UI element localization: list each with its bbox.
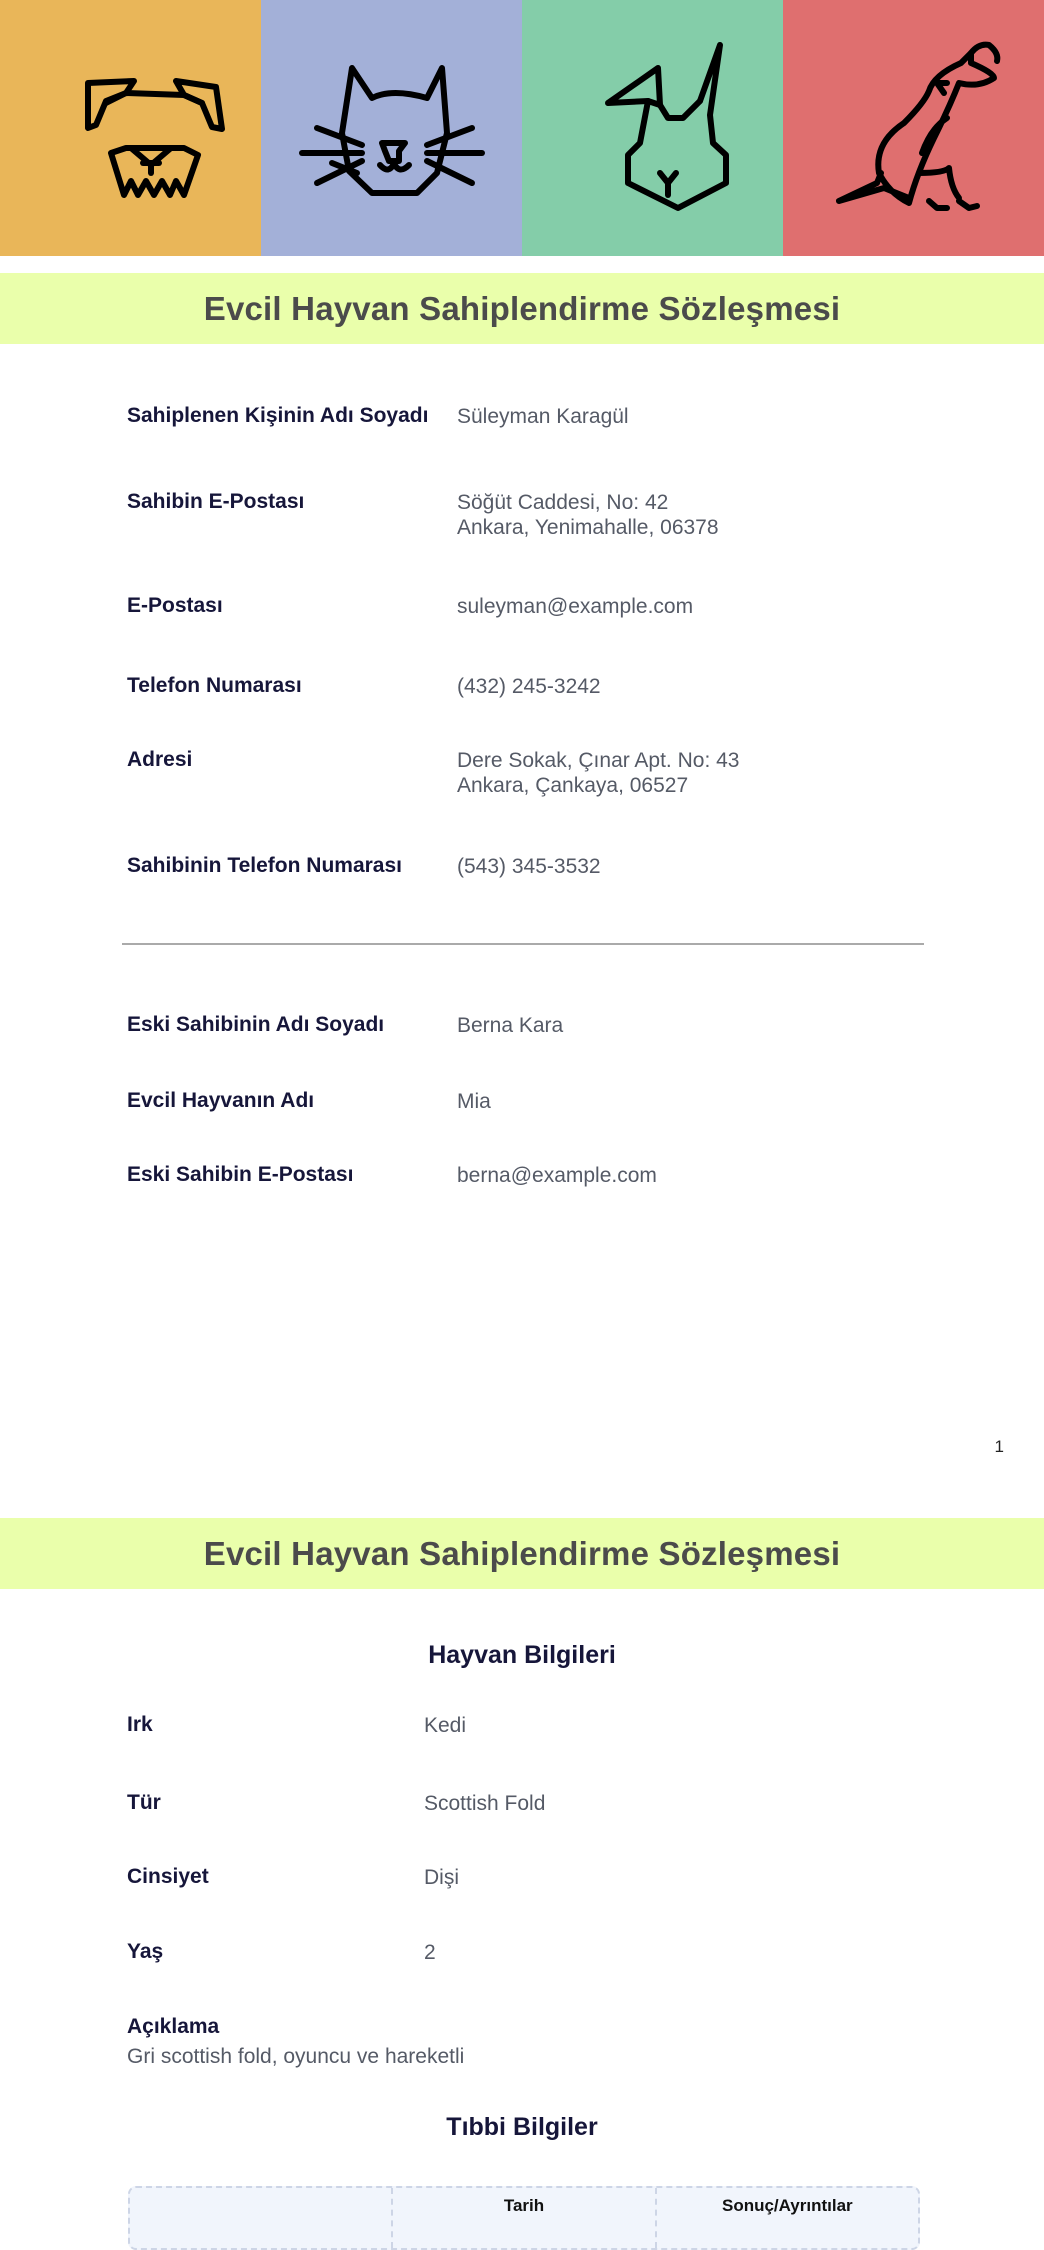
section-divider [122, 943, 924, 945]
page2-title-bar [0, 1518, 1044, 1589]
field-value: (432) 245-3242 [457, 675, 601, 698]
banner-panel-rabbit [522, 0, 783, 256]
field-value: suleyman@example.com [457, 595, 694, 618]
animal-info-heading: Hayvan Bilgileri [428, 1641, 616, 1669]
field-value: Dere Sokak, Çınar Apt. No: 43 Ankara, Çankaya, 06527 [457, 749, 740, 797]
cat-icon [287, 23, 497, 233]
field-label: Açıklama [127, 2015, 220, 2038]
dog-icon [26, 23, 236, 233]
banner-panel-cat [261, 0, 522, 256]
field-value: Scottish Fold [424, 1792, 546, 1815]
rabbit-icon [548, 23, 758, 233]
field-value: Süleyman Karagül [457, 405, 629, 428]
field-label: Sahibin E-Postası [127, 490, 305, 513]
field-label: Telefon Numarası [127, 674, 302, 697]
medical-table-header [128, 2186, 920, 2250]
field-label: Cinsiyet [127, 1865, 209, 1888]
field-label: Yaş [127, 1940, 164, 1963]
document-title: Evcil Hayvan Sahiplendirme Sözleşmesi [203, 289, 841, 327]
header-banner [0, 0, 1044, 256]
table-header-cell [130, 2188, 391, 2248]
field-value: Dişi [424, 1866, 459, 1889]
page-number: 1 [994, 1437, 1004, 1456]
field-value: 2 [424, 1941, 436, 1964]
document-title: Evcil Hayvan Sahiplendirme Sözleşmesi [203, 1534, 841, 1572]
page1-title-bar [0, 273, 1044, 344]
table-header-date: Tarih [391, 2188, 654, 2248]
field-label: Sahibinin Telefon Numarası [127, 854, 402, 877]
banner-panel-bird [783, 0, 1044, 256]
field-value: Berna Kara [457, 1014, 564, 1037]
medical-info-heading: Tıbbi Bilgiler [446, 2113, 598, 2141]
field-label: Irk [127, 1713, 153, 1736]
field-value: berna@example.com [457, 1164, 657, 1187]
field-label: Evcil Hayvanın Adı [127, 1089, 315, 1112]
field-label: Adresi [127, 748, 193, 771]
field-label: E-Postası [127, 594, 223, 617]
table-header-result: Sonuç/Ayrıntılar [655, 2188, 918, 2248]
field-value: (543) 345-3532 [457, 855, 601, 878]
field-value: Kedi [424, 1714, 467, 1737]
field-value: Söğüt Caddesi, No: 42 Ankara, Yenimahalle, 06378 [457, 491, 719, 539]
field-label: Sahiplenen Kişinin Adı Soyadı [127, 404, 429, 427]
bird-icon [809, 23, 1019, 233]
field-label: Eski Sahibinin Adı Soyadı [127, 1013, 385, 1036]
field-label: Eski Sahibin E-Postası [127, 1163, 354, 1186]
banner-panel-dog [0, 0, 261, 256]
description-value: Gri scottish fold, oyuncu ve hareketli [127, 2045, 465, 2068]
field-label: Tür [127, 1791, 161, 1814]
field-value: Mia [457, 1090, 491, 1113]
